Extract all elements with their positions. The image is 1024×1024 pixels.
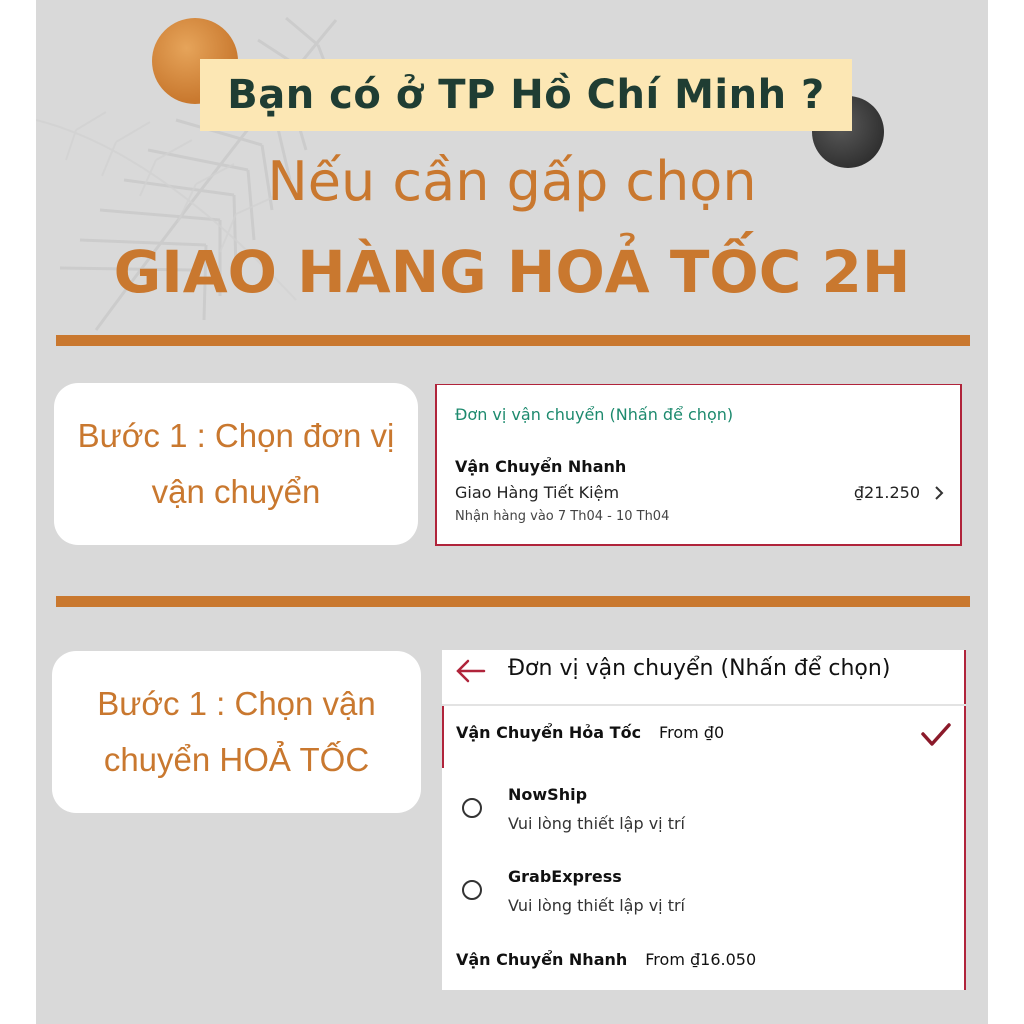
option-name-nowship[interactable]: NowShip: [508, 785, 588, 804]
shipping-options-title: Đơn vị vận chuyển (Nhấn để chọn): [508, 656, 891, 681]
option-note-nowship: Vui lòng thiết lập vị trí: [508, 814, 685, 833]
promo-canvas: [36, 0, 988, 1024]
service-label: Vận Chuyển Nhanh: [455, 457, 627, 476]
shipping-unit-panel[interactable]: [435, 384, 962, 546]
shipping-unit-header[interactable]: Đơn vị vận chuyển (Nhấn để chọn): [455, 405, 734, 424]
fast-shipping-from: From ₫16.050: [645, 950, 757, 969]
arrow-left-icon[interactable]: [454, 658, 486, 684]
step-1-card: [54, 383, 418, 545]
main-title: GIAO HÀNG HOẢ TỐC 2H: [113, 238, 911, 306]
delivery-estimate: Nhận hàng vào 7 Th04 - 10 Th04: [455, 509, 670, 524]
step-2-text: Bước 1 : Chọn vận chuyển HOẢ TỐC: [97, 685, 376, 778]
fast-shipping-label: Vận Chuyển Nhanh: [456, 950, 628, 969]
checkmark-icon: [920, 722, 952, 748]
panel-border-right: [964, 650, 966, 990]
fast-shipping-row[interactable]: [456, 950, 756, 969]
express-shipping-from: From ₫0: [659, 723, 725, 742]
step-1-text: Bước 1 : Chọn đơn vị vận chuyển: [77, 417, 395, 510]
option-name-grabexpress[interactable]: GrabExpress: [508, 867, 622, 886]
shipping-options-panel: [442, 650, 966, 990]
headline-highlight: [200, 59, 852, 131]
headline-question: Bạn có ở TP Hồ Chí Minh ?: [227, 72, 825, 118]
subtitle: Nếu cần gấp chọn: [267, 150, 757, 213]
step-2-card: [52, 651, 421, 813]
nowship-radio[interactable]: [462, 798, 482, 818]
chevron-right-icon[interactable]: [932, 485, 946, 501]
option-note-grabexpress: Vui lòng thiết lập vị trí: [508, 896, 685, 915]
header-separator: [442, 704, 966, 706]
express-shipping-label: Vận Chuyển Hỏa Tốc: [456, 723, 642, 742]
selected-row-marker: [442, 706, 444, 768]
divider-top: [56, 335, 970, 346]
carrier-name: Giao Hàng Tiết Kiệm: [455, 483, 620, 502]
grabexpress-radio[interactable]: [462, 880, 482, 900]
express-shipping-row[interactable]: [456, 723, 724, 742]
shipping-price: ₫21.250: [853, 483, 920, 502]
divider-middle: [56, 596, 970, 607]
